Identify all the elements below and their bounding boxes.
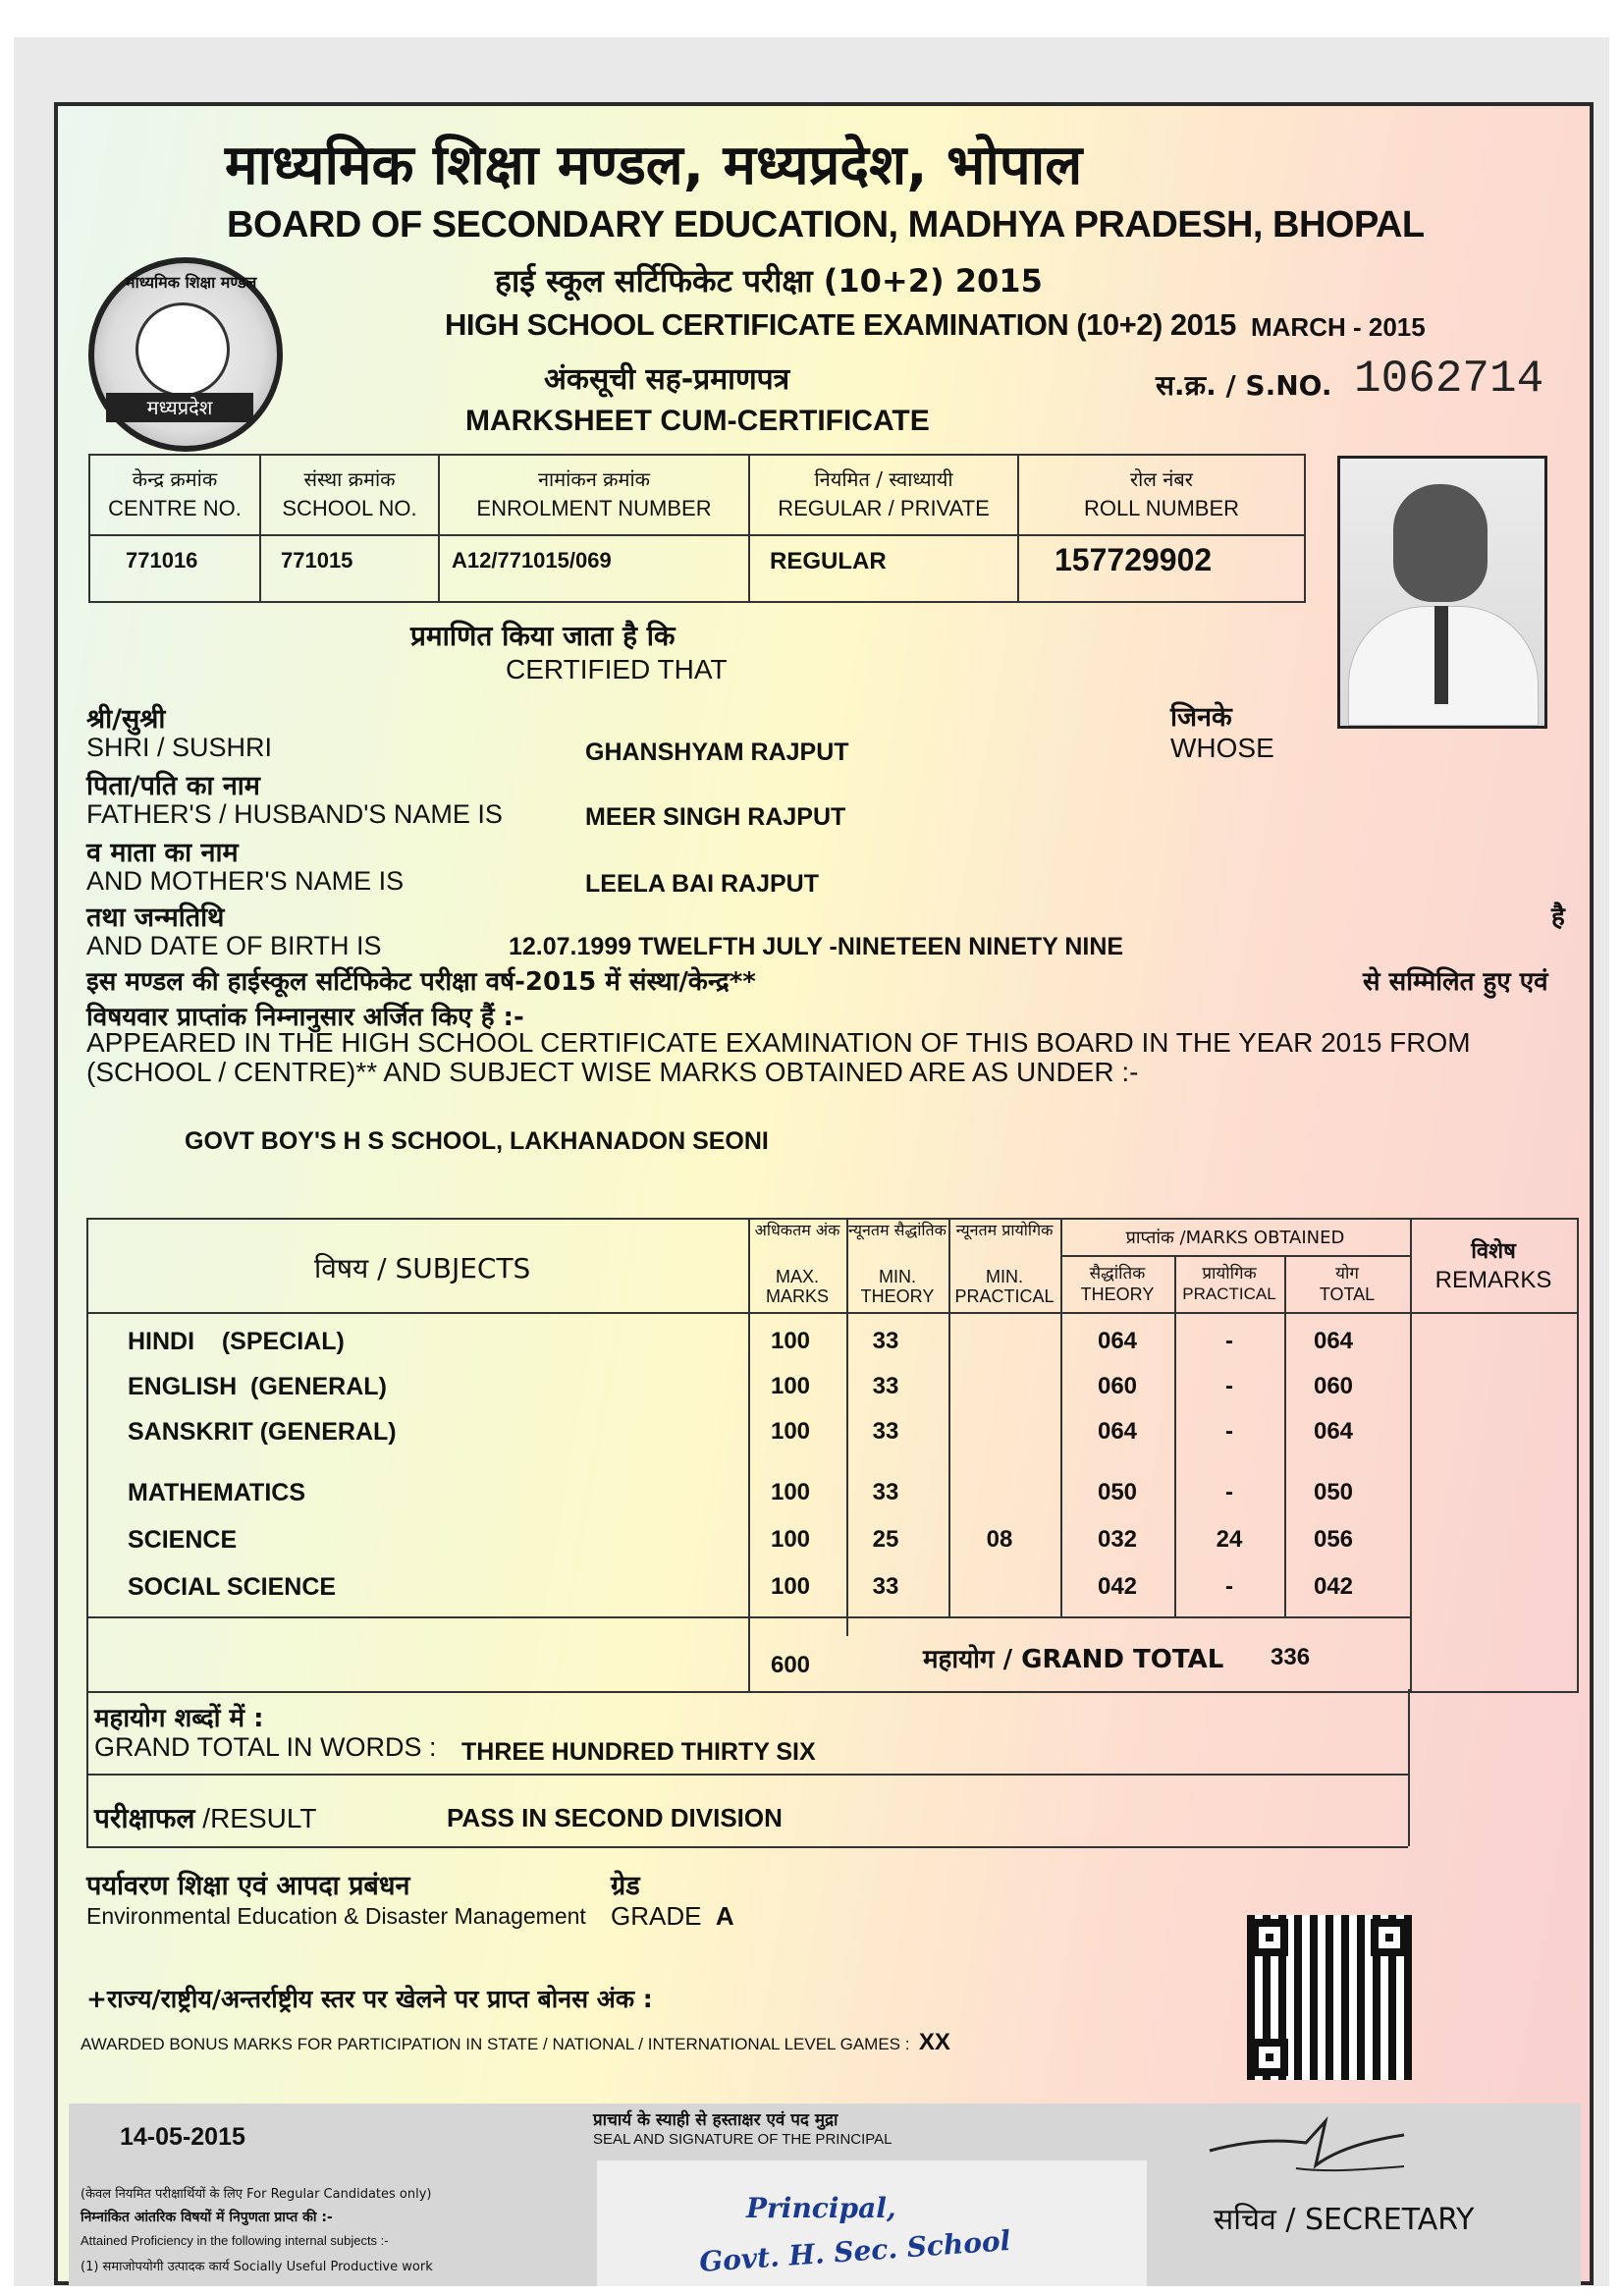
id-header-regular-private: नियमित / स्वाध्यायी REGULAR / PRIVATE — [749, 455, 1018, 535]
result-divider — [86, 1774, 1408, 1776]
cell-subject: SOCIAL SCIENCE — [128, 1573, 337, 1601]
cell-min-t: 33 — [872, 1479, 899, 1505]
header-bottom-line — [88, 1312, 1577, 1314]
marks-obtained-header: प्राप्तांक /MARKS OBTAINED — [1125, 1228, 1345, 1248]
obtained-subheader-line — [1060, 1255, 1410, 1257]
result-left-border — [86, 1689, 88, 1846]
result-right-border — [1408, 1689, 1410, 1846]
id-header-enrolment: नामांकन क्रमांक ENROLMENT NUMBER — [439, 455, 749, 535]
cell-subject: SCIENCE — [128, 1526, 238, 1554]
cell-total: 056 — [1313, 1526, 1354, 1553]
exam-session: MARCH - 2015 — [1251, 312, 1426, 342]
exam-title-hindi: हाई स्कूल सर्टिफिकेट परीक्षा (10+2) 2015 — [495, 262, 1043, 300]
practical-header: PRACTICAL — [1182, 1285, 1276, 1303]
env-education-english: Environmental Education & Disaster Management — [86, 1903, 586, 1929]
certified-english: CERTIFIED THAT — [506, 654, 728, 684]
cell-prac: - — [1225, 1479, 1233, 1505]
id-header-roll: रोल नंबर ROLL NUMBER — [1018, 455, 1305, 535]
id-header-centre: केन्द्र क्रमांक CENTRE NO. — [89, 455, 260, 535]
photo-tie — [1434, 606, 1448, 704]
mother-label-english: AND MOTHER'S NAME IS — [86, 866, 405, 896]
subjects-header: विषय / SUBJECTS — [314, 1252, 531, 1285]
max-marks-header: MAX. MARKS — [765, 1267, 829, 1306]
mother-label-hindi: व माता का नाम — [86, 838, 239, 868]
max-marks-total: 600 — [770, 1652, 811, 1678]
cell-total: 042 — [1313, 1573, 1354, 1600]
principal-seal-hindi: प्राचार्य के स्याही से हस्ताक्षर एवं पद मुद्रा — [593, 2110, 839, 2130]
mother-name: LEELA BAI RAJPUT — [585, 870, 819, 898]
principal-stamp-line1: Principal, — [746, 2192, 896, 2224]
cell-min-t: 33 — [872, 1328, 899, 1354]
exam-title-english: HIGH SCHOOL CERTIFICATE EXAMINATION (10+2) 2015 — [445, 307, 1236, 342]
cell-max: 100 — [770, 1573, 811, 1600]
cell-max: 100 — [770, 1479, 811, 1505]
cell-min-t: 33 — [872, 1573, 899, 1600]
cell-total: 064 — [1313, 1418, 1354, 1445]
dob-label-english: AND DATE OF BIRTH IS — [86, 931, 382, 960]
board-title-hindi: माध्यमिक शिक्षा मण्डल, मध्यप्रदेश, भोपाल — [225, 134, 1083, 197]
logo-band: मध्यप्रदेश — [106, 393, 253, 422]
cell-max: 100 — [770, 1526, 811, 1553]
cell-theory: 060 — [1097, 1373, 1138, 1399]
cell-total: 060 — [1313, 1373, 1354, 1399]
min-theory-header-hindi: न्यूनतम सैद्धांतिक — [848, 1221, 947, 1239]
cell-subject: HINDI (SPECIAL) — [128, 1328, 345, 1355]
theory-header-hindi: सैद्धांतिक — [1089, 1264, 1146, 1284]
cell-max: 100 — [770, 1328, 811, 1354]
secretary-label: सचिव / SECRETARY — [1214, 2203, 1475, 2237]
date-of-birth: 12.07.1999 TWELFTH JULY -NINETEEN NINETY NINE — [509, 933, 1124, 960]
result-value: PASS IN SECOND DIVISION — [447, 1803, 783, 1832]
dob-label-hindi: तथा जन्मतिथि — [86, 902, 225, 933]
centre-number: 771016 — [89, 535, 260, 602]
note-supw: (1) समाजोपयोगी उत्पादक कार्य Socially Useful Productive work — [81, 2260, 433, 2274]
logo-book-icon — [135, 302, 230, 397]
principal-stamp-line2: Govt. H. Sec. School — [698, 2223, 1012, 2279]
cell-prac: - — [1225, 1418, 1233, 1445]
remarks-header-hindi: विशेष — [1471, 1239, 1516, 1264]
issue-date: 14-05-2015 — [120, 2123, 245, 2151]
marks-table — [86, 1218, 1579, 1693]
father-name: MEER SINGH RAJPUT — [585, 803, 846, 831]
cell-total: 050 — [1313, 1479, 1354, 1505]
school-number: 771015 — [260, 535, 439, 602]
appeared-english-line2: (SCHOOL / CENTRE)** AND SUBJECT WISE MARKS OBTAINED ARE AS UNDER :- — [86, 1057, 1139, 1087]
result-label: परीक्षाफल /RESULT — [94, 1802, 317, 1834]
rows-bottom-line — [88, 1616, 1410, 1618]
document-title-english: MARKSHEET CUM-CERTIFICATE — [465, 405, 930, 437]
bonus-english: AWARDED BONUS MARKS FOR PARTICIPATION IN STATE / NATIONAL / INTERNATIONAL LEVEL GAMES : XX — [81, 2029, 950, 2055]
document-title-hindi: अंकसूची सह-प्रमाणपत्र — [544, 362, 790, 397]
secretary-signature-icon — [1208, 2111, 1424, 2180]
cell-theory: 064 — [1097, 1418, 1138, 1445]
principal-seal-english: SEAL AND SIGNATURE OF THE PRINCIPAL — [593, 2131, 893, 2148]
qr-code-icon — [1247, 1915, 1412, 2080]
serial-number-label: स.क्र. / S.NO. — [1156, 369, 1332, 402]
cell-min-p: 08 — [986, 1526, 1013, 1553]
grand-total-value: 336 — [1271, 1644, 1311, 1670]
cell-total: 064 — [1313, 1328, 1354, 1354]
theory-header: THEORY — [1080, 1285, 1155, 1304]
board-emblem-logo — [88, 257, 283, 452]
note-proficiency-hindi: निम्नांकित आंतरिक विषयों में निपुणता प्राप्त की :- — [81, 2210, 333, 2225]
cell-theory: 064 — [1097, 1328, 1138, 1354]
min-practical-header: MIN. PRACTICAL — [954, 1267, 1055, 1306]
photo-face — [1393, 484, 1488, 602]
cell-prac: - — [1225, 1573, 1233, 1600]
max-marks-header-hindi: अधिकतम अंक — [754, 1221, 840, 1239]
grand-total-label: महायोग / GRAND TOTAL — [923, 1645, 1224, 1674]
note-regular-candidates: (केवल नियमित परीक्षार्थियों के लिए For Regular Candidates only) — [81, 2187, 432, 2202]
appeared-hindi-line2: विषयवार प्राप्तांक निम्नानुसार अर्जित किए हैं :- — [86, 1003, 524, 1032]
total-header: TOTAL — [1319, 1285, 1376, 1304]
id-table — [88, 454, 1306, 603]
note-proficiency-english: Attained Proficiency in the following internal subjects :- — [81, 2233, 389, 2248]
logo-ring-text: माध्यमिक शिक्षा मण्डल — [126, 273, 257, 292]
cell-min-t: 33 — [872, 1418, 899, 1445]
shri-hindi: श्री/सुश्री — [86, 704, 166, 735]
cell-prac: 24 — [1216, 1526, 1243, 1553]
cell-subject: SANSKRIT (GENERAL) — [128, 1418, 397, 1446]
shri-english: SHRI / SUSHRI — [86, 733, 273, 762]
cell-min-t: 33 — [872, 1373, 899, 1399]
grand-total-words-label: GRAND TOTAL IN WORDS : — [94, 1732, 437, 1762]
whose-hindi: जिनके — [1170, 702, 1232, 733]
father-label-hindi: पिता/पति का नाम — [86, 771, 260, 801]
candidate-name: GHANSHYAM RAJPUT — [585, 738, 849, 766]
father-label-english: FATHER'S / HUSBAND'S NAME IS — [86, 799, 503, 829]
enrolment-number: A12/771015/069 — [439, 535, 749, 602]
cell-theory: 042 — [1097, 1573, 1138, 1600]
id-header-school: संस्था क्रमांक SCHOOL NO. — [260, 455, 439, 535]
practical-header-hindi: प्रायोगिक — [1202, 1264, 1257, 1284]
school-name: GOVT BOY'S H S SCHOOL, LAKHANADON SEONI — [185, 1127, 769, 1155]
board-title-english: BOARD OF SECONDARY EDUCATION, MADHYA PRADESH, BHOPAL — [227, 204, 1425, 246]
grade-hindi: ग्रेड — [611, 1871, 640, 1901]
serial-number-value: 1062714 — [1354, 354, 1544, 405]
total-header-hindi: योग — [1335, 1264, 1359, 1284]
min-theory-header: MIN. THEORY — [860, 1267, 935, 1306]
bonus-hindi: +राज्य/राष्ट्रीय/अन्तर्राष्ट्रीय स्तर पर खेलने पर प्राप्त बोनस अंक : — [86, 1985, 653, 2013]
cell-max: 100 — [770, 1373, 811, 1399]
student-photo — [1337, 456, 1547, 729]
cell-subject: ENGLISH (GENERAL) — [128, 1373, 387, 1400]
grand-total-words-hindi: महायोग शब्दों में : — [94, 1704, 264, 1733]
cell-prac: - — [1225, 1328, 1233, 1354]
remarks-header: REMARKS — [1434, 1267, 1552, 1293]
cell-min-t: 25 — [872, 1526, 899, 1553]
regular-private-value: REGULAR — [749, 535, 1018, 602]
whose-english: WHOSE — [1170, 733, 1274, 763]
appeared-english-line1: APPEARED IN THE HIGH SCHOOL CERTIFICATE EXAMINATION OF THIS BOARD IN THE YEAR 2015 FROM — [86, 1027, 1471, 1058]
cell-prac: - — [1225, 1373, 1233, 1399]
appeared-hindi-line1: इस मण्डल की हाईस्कूल सर्टिफिकेट परीक्षा वर्ष-2015 में संस्था/केन्द्र** — [86, 967, 756, 997]
env-education-hindi: पर्यावरण शिक्षा एवं आपदा प्रबंधन — [86, 1871, 410, 1901]
min-practical-header-hindi: न्यूनतम प्रायोगिक — [955, 1221, 1054, 1239]
grade-label: GRADE A — [611, 1901, 734, 1931]
hai-hindi: है — [1551, 902, 1565, 932]
appeared-hindi-right: से सम्मिलित हुए एवं — [1363, 967, 1548, 997]
cell-theory: 032 — [1097, 1526, 1138, 1553]
cell-theory: 050 — [1097, 1479, 1138, 1505]
certified-hindi: प्रमाणित किया जाता है कि — [410, 620, 676, 652]
cell-max: 100 — [770, 1418, 811, 1445]
roll-number: 157729902 — [1018, 535, 1305, 602]
cell-subject: MATHEMATICS — [128, 1479, 305, 1506]
result-bottom-line — [86, 1846, 1408, 1848]
grand-total-words-value: THREE HUNDRED THIRTY SIX — [461, 1738, 816, 1766]
secretary-signature — [1208, 2111, 1424, 2180]
